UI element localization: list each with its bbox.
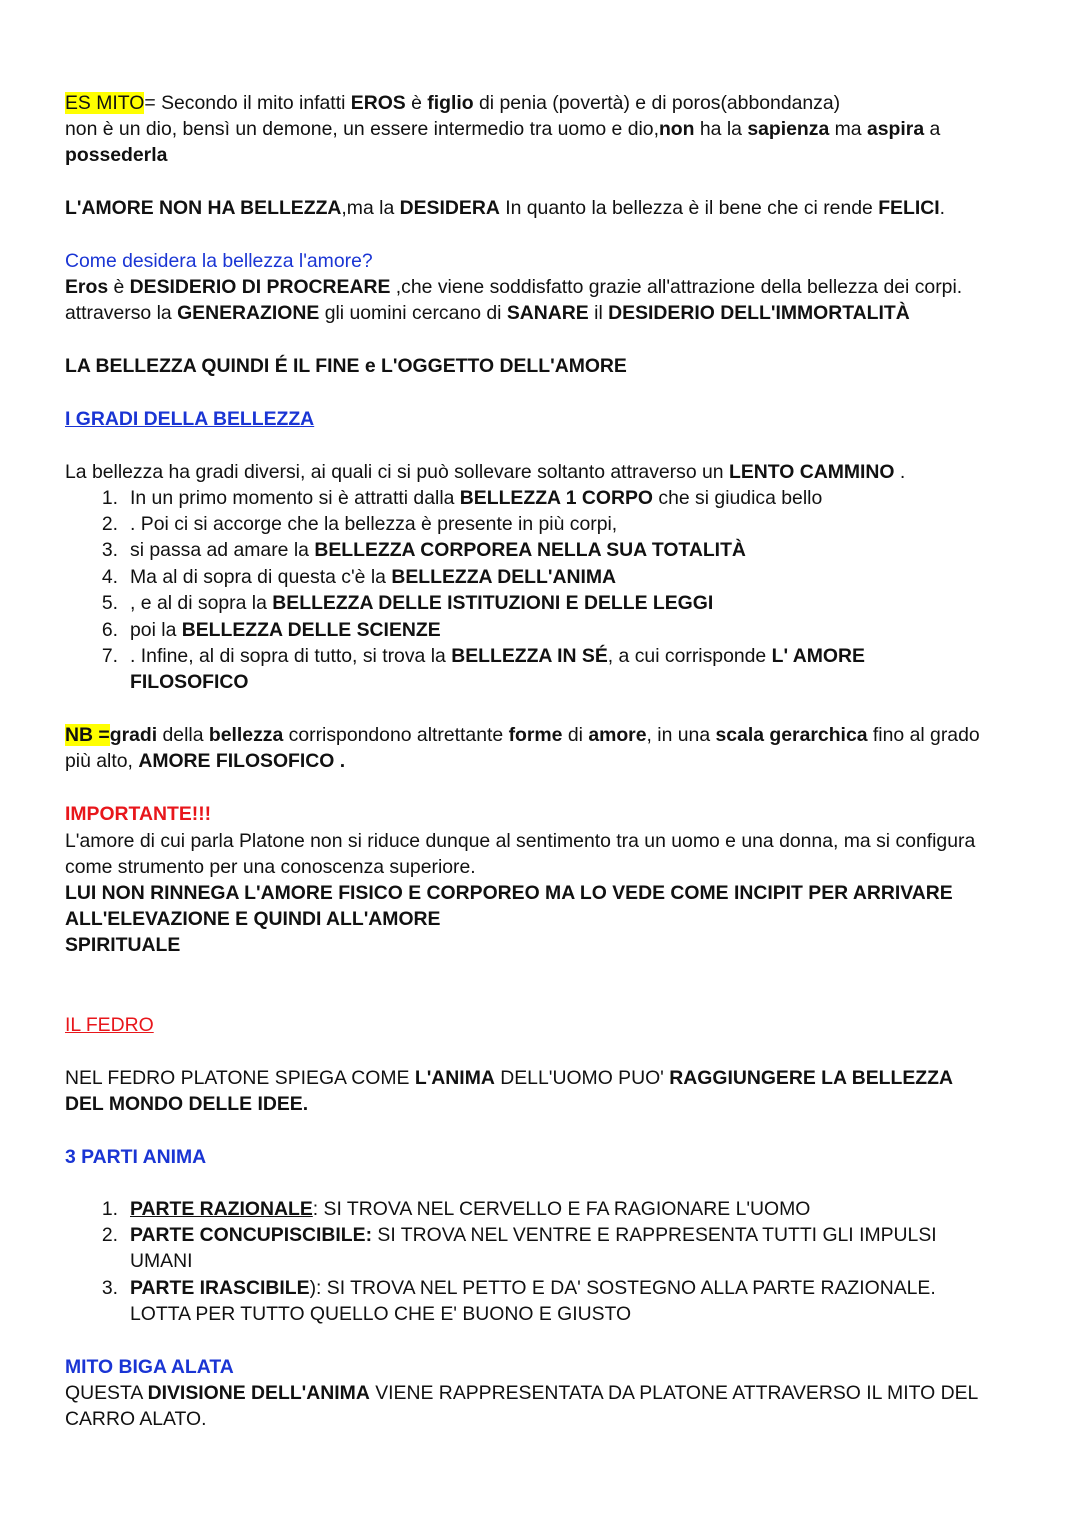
generazione-line: attraverso la GENERAZIONE gli uomini cercano di SANARE il DESIDERIO DELL'IMMORTALITÀ [65,302,910,324]
importante-line-2: come strumento per una conoscenza superiore. [65,856,476,878]
list-number: 2. [101,513,118,535]
importante-line-1: L'amore di cui parla Platone non si riduce dunque al sentimento tra un uomo e una donna, ma si configura [65,830,976,852]
mito-line-2: non è un dio, bensì un demone, un essere intermedio tra uomo e dio,non ha la sapienza ma aspira a [65,118,941,140]
nb-line-1: NB =gradi della bellezza corrispondono altrettante forme di amore, in una scala gerarchica fino al grado [65,724,980,746]
list-number: 1. [101,1198,118,1220]
eros-desiderio-line: Eros è DESIDERIO DI PROCREARE ,che viene soddisfatto grazie all'attrazione della bellezza dei corpi. [65,276,963,298]
list-number: 7. [101,645,118,667]
list-number: 1. [101,487,118,509]
nb-line-2: più alto, AMORE FILOSOFICO . [65,750,346,772]
nb-highlight: NB = [65,724,110,746]
list-item: Ma al di sopra di questa c'è la BELLEZZA DELL'ANIMA [130,566,617,588]
list-number: 3. [101,1277,118,1299]
importante-line-5: SPIRITUALE [65,934,181,956]
list-item: si passa ad amare la BELLEZZA CORPOREA NELLA SUA TOTALITÀ [130,539,746,561]
list-item-continuation: FILOSOFICO [130,671,249,693]
amore-bellezza-line: L'AMORE NON HA BELLEZZA,ma la DESIDERA In quanto la bellezza è il bene che ci rende FELICI. [65,197,945,219]
fedro-line-1: NEL FEDRO PLATONE SPIEGA COME L'ANIMA DELL'UOMO PUO' RAGGIUNGERE LA BELLEZZA [65,1067,953,1089]
biga-line-2: CARRO ALATO. [65,1408,207,1430]
list-item-continuation: LOTTA PER TUTTO QUELLO CHE E' BUONO E GIUSTO [130,1303,632,1325]
importante-line-3: LUI NON RINNEGA L'AMORE FISICO E CORPOREO MA LO VEDE COME INCIPIT PER ARRIVARE [65,882,953,904]
fedro-line-2: DEL MONDO DELLE IDEE. [65,1093,309,1115]
list-item: In un primo momento si è attratti dalla BELLEZZA 1 CORPO che si giudica bello [130,487,823,509]
parti-anima-heading: 3 PARTI ANIMA [65,1146,207,1168]
list-number: 3. [101,539,118,561]
mito-line-1: ES MITO= Secondo il mito infatti EROS è figlio di penia (povertà) e di poros(abbondanza) [65,92,841,114]
list-item-continuation: UMANI [130,1250,193,1272]
mito-line-3: possederla [65,144,168,166]
list-item: , e al di sopra la BELLEZZA DELLE ISTITUZIONI E DELLE LEGGI [130,592,714,614]
list-item: poi la BELLEZZA DELLE SCIENZE [130,619,441,641]
gradi-heading-link[interactable]: I GRADI DELLA BELLEZZA [65,408,315,430]
bellezza-fine-line: LA BELLEZZA QUINDI É IL FINE e L'OGGETTO DELL'AMORE [65,355,627,377]
biga-alata-heading: MITO BIGA ALATA [65,1356,234,1378]
list-item: . Infine, al di sopra di tutto, si trova la BELLEZZA IN SÉ, a cui corrisponde L' AMORE [130,645,865,667]
list-item: . Poi ci si accorge che la bellezza è presente in più corpi, [130,513,618,535]
list-item: PARTE RAZIONALE: SI TROVA NEL CERVELLO E FA RAGIONARE L'UOMO [130,1198,811,1220]
list-item: PARTE IRASCIBILE): SI TROVA NEL PETTO E DA' SOSTEGNO ALLA PARTE RAZIONALE. [130,1277,936,1299]
list-number: 5. [101,592,118,614]
gradi-intro-line: La bellezza ha gradi diversi, ai quali ci si può sollevare soltanto attraverso un LENTO CAMMINO . [65,461,906,483]
importante-line-4: ALL'ELEVAZIONE E QUINDI ALL'AMORE [65,908,441,930]
es-mito-highlight: ES MITO [65,92,145,114]
list-number: 6. [101,619,118,641]
importante-heading: IMPORTANTE!!! [65,803,212,825]
list-number: 2. [101,1224,118,1246]
question-heading: Come desidera la bellezza l'amore? [65,250,373,272]
biga-line-1: QUESTA DIVISIONE DELL'ANIMA VIENE RAPPRESENTATA DA PLATONE ATTRAVERSO IL MITO DEL [65,1382,979,1404]
list-number: 4. [101,566,118,588]
fedro-heading-link[interactable]: IL FEDRO [65,1014,154,1036]
list-item: PARTE CONCUPISCIBILE: SI TROVA NEL VENTRE E RAPPRESENTA TUTTI GLI IMPULSI [130,1224,937,1246]
